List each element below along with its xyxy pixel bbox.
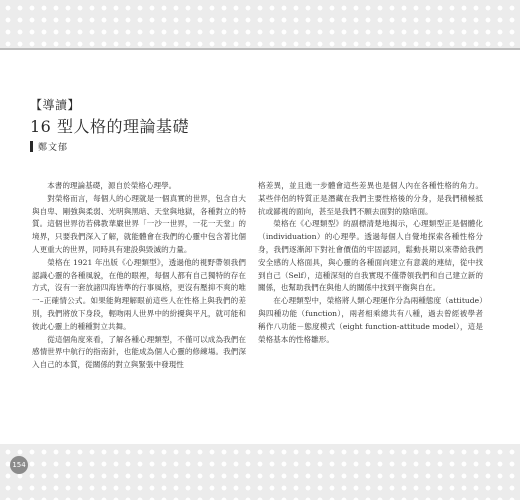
author-line bbox=[30, 140, 189, 153]
bottom-decorative-band bbox=[0, 444, 520, 500]
author-marker bbox=[30, 141, 33, 152]
paragraph: 榮格在 1921 年出版《心理類型》，透過他的視野帶領我們認識心靈的各種風貌，在他的眼裡，每個人都有自己獨特的存在方式，沒有一套放諸四海皆準的行事風格，更沒有壓抑不爽的唯一–正確情公式。如果能夠理解眼前這些人在性格上與我們的差別，我們將放下身段，輕吻兩人世界中的紛擾與平凡，就可能和彼此心靈上的種種對立共舞。 bbox=[32, 257, 246, 331]
left-text-column bbox=[32, 180, 246, 372]
page-number-badge: 154 bbox=[10, 456, 28, 474]
paragraph: 格差異，並且進一步體會這些差異也是個人內在各種性格的角力。某些伴侶的特質正是潛藏在我們主要性格後的分身，是我們積極抵抗或鄙視的面向，甚至是我們不願去面對的陰暗面。 bbox=[258, 181, 483, 216]
top-divider bbox=[0, 48, 520, 50]
chapter-heading bbox=[30, 96, 189, 153]
paragraph: 在心理類型中，榮格將人類心理運作分為兩種態度（attitude）與四種功能（function），兩者相乘總共有八種，過去曾經被學者稱作八功能－態度模式（eight function-attitude model），這是榮格基本的性格雛形。 bbox=[258, 296, 483, 344]
top-decorative-band bbox=[0, 0, 520, 48]
paragraph: 對榮格而言，每個人的心理就是一個真實的世界，包含自大與自卑、剛強與柔弱、光明與黑暗、天堂與地獄，各種對立的特質。這個世界彷若佛教華嚴世界「一沙一世界，一花一天堂」的境界，只要我們深入了解，就能體會在我們的心靈中包含著比個人更重大的世界，同時具有建設與毀滅的力量。 bbox=[32, 193, 246, 254]
right-text-column bbox=[258, 180, 483, 346]
paragraph: 從這個角度來看，了解各種心理類型，不僅可以成為我們在感情世界中航行的指南針，也能成為個人心靈的修練場。我們深入自己的本質，從關係的對立與緊張中發現性 bbox=[32, 334, 246, 370]
section-tag: 【導讀】 bbox=[30, 98, 81, 112]
paragraph: 榮格在《心理類型》的副標清楚地揭示，心理類型正是個體化（individuation）的心理學。透過每個人自覺地探索各種性格分身，我們逐漸卸下對社會價值的牢固認同，鬆動長期以來帶給我們安全感的人格面具，與心靈的各種面向建立有意義的連結，從中找到自己（Self），這種深刻的自我實現不僅帶領我們和自己建立新的關係，也幫助我們在與他人的關係中找到平衡與自在。 bbox=[258, 219, 483, 293]
author-name: 鄭文郁 bbox=[38, 143, 69, 153]
paragraph: 本書的理論基礎，源自於榮格心理學。 bbox=[47, 181, 177, 190]
chapter-title: 16 型人格的理論基礎 bbox=[30, 117, 189, 136]
